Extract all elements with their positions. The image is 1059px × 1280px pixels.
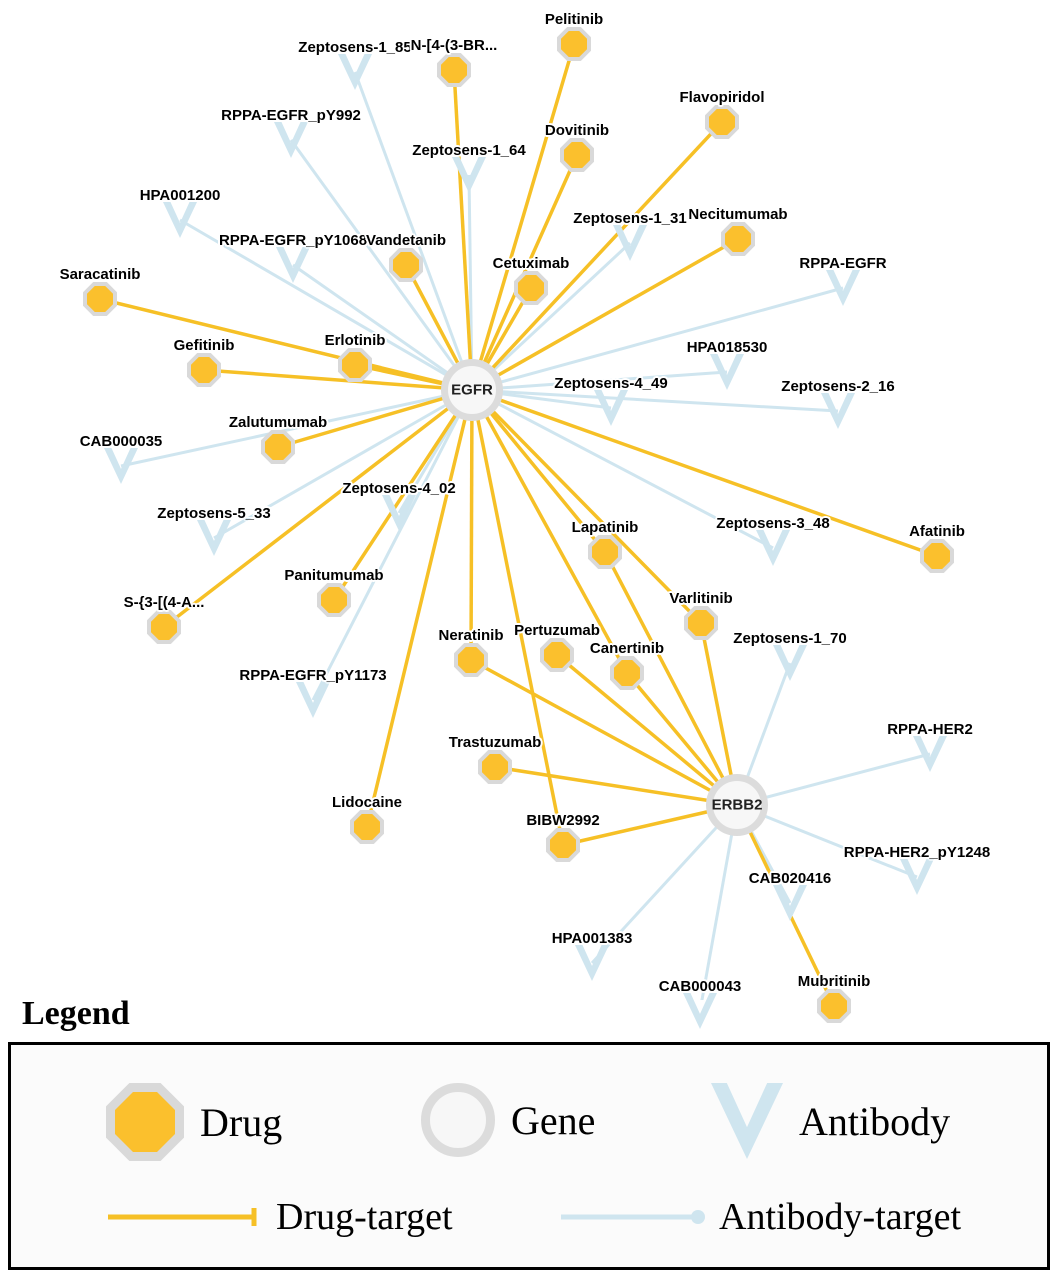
legend-antibody-edge-label: Antibody-target [719,1196,962,1238]
drug-octagon-icon [338,348,372,382]
antibody-node-label: Zeptosens-1_64 [412,142,526,159]
drug-node-label: S-{3-[(4-A... [123,594,205,611]
antibody-node-label: RPPA-HER2_pY1248 [843,844,991,861]
drug-target-edge-icon [106,1205,266,1229]
drug-node-label: Zalutumumab [228,414,328,431]
drug-node-label: Saracatinib [59,266,141,283]
antibody-node-label: Zeptosens-1_85 [298,39,412,56]
drug-node-label: Trastuzumab [448,734,542,751]
drug-node-label: Gefitinib [173,337,235,354]
legend-drug-edge-item [106,1195,453,1239]
legend-antibody-label: Antibody [799,1098,951,1144]
drug-node-label: Lapatinib [571,519,639,536]
antibody-node-label: CAB020416 [748,870,832,887]
antibody-node-label: HPA001383 [551,930,633,947]
drug-node-label: Pertuzumab [514,622,600,639]
antibody-target-edge-icon [559,1205,709,1229]
drug-octagon-icon [261,430,295,464]
drug-node-label: Varlitinib [669,590,733,607]
antibody-node-label: Zeptosens-1_70 [733,630,847,647]
legend-gene-item [421,1083,595,1157]
antibody-node-label: HPA001200 [139,187,221,204]
edge [472,44,574,390]
legend-drug-edge-label: Drug-target [276,1196,453,1238]
drug-octagon-icon [106,1083,184,1161]
drug-node-label: Necitumumab [688,206,788,223]
antibody-node-label: RPPA-EGFR [799,255,887,272]
drug-node-label: Erlotinib [324,332,386,349]
drug-octagon-icon [187,353,221,387]
drug-node-label: Canertinib [589,640,665,657]
edge [472,390,701,623]
antibody-node-label: CAB000035 [79,433,163,450]
antibody-node-label: HPA018530 [686,339,768,356]
legend-node-row [11,1083,1047,1173]
drug-node-label: Dovitinib [544,122,610,139]
edge [367,390,472,827]
antibody-node-label: RPPA-EGFR_pY1068 [218,232,368,249]
legend-drug-label: Drug [200,1099,283,1145]
edge [471,390,472,660]
antibody-node-label: RPPA-HER2 [887,721,973,738]
drug-node-label: Afatinib [909,523,965,540]
drug-node-label: Vandetanib [365,232,447,249]
drug-node-label: Lidocaine [331,794,403,811]
drug-node-label: Neratinib [438,627,504,644]
legend-drug-item [106,1083,282,1161]
antibody-node-label: Zeptosens-4_02 [342,480,456,497]
antibody-node-label: Zeptosens-1_31 [573,210,687,227]
legend-box [8,1042,1050,1270]
antibody-node-label: CAB000043 [658,978,742,995]
legend-title: Legend [22,995,130,1032]
legend-antibody-item [711,1083,950,1159]
antibody-node-label: Zeptosens-2_16 [781,378,895,395]
gene-node-label: ERBB2 [711,796,763,814]
drug-node-label: Panitumumab [284,567,384,584]
legend-edge-row [11,1195,1047,1255]
drug-node-label: Cetuximab [492,255,570,272]
gene-node-label: EGFR [451,381,493,399]
drug-node-label: Mubritinib [797,973,871,990]
drug-node-label: Pelitinib [544,11,604,28]
antibody-node-label: Zeptosens-3_48 [716,515,830,532]
antibody-chevron-icon [711,1083,783,1159]
drug-node-label: Flavopiridol [679,89,765,106]
antibody-node-label: Zeptosens-5_33 [157,505,271,522]
antibody-node-label: RPPA-EGFR_pY1173 [239,667,387,684]
drug-octagon-icon [437,53,471,87]
drug-octagon-icon [389,248,423,282]
antibody-node-label: Zeptosens-4_49 [554,375,668,392]
gene-circle-icon [421,1083,495,1157]
legend-antibody-edge-item [559,1195,961,1239]
antibody-node-label: RPPA-EGFR_pY992 [221,107,361,124]
drug-node-label: N-[4-(3-BR... [410,37,498,54]
legend-gene-label: Gene [511,1097,596,1143]
drug-octagon-icon [83,282,117,316]
drug-node-label: BIBW2992 [526,812,600,829]
